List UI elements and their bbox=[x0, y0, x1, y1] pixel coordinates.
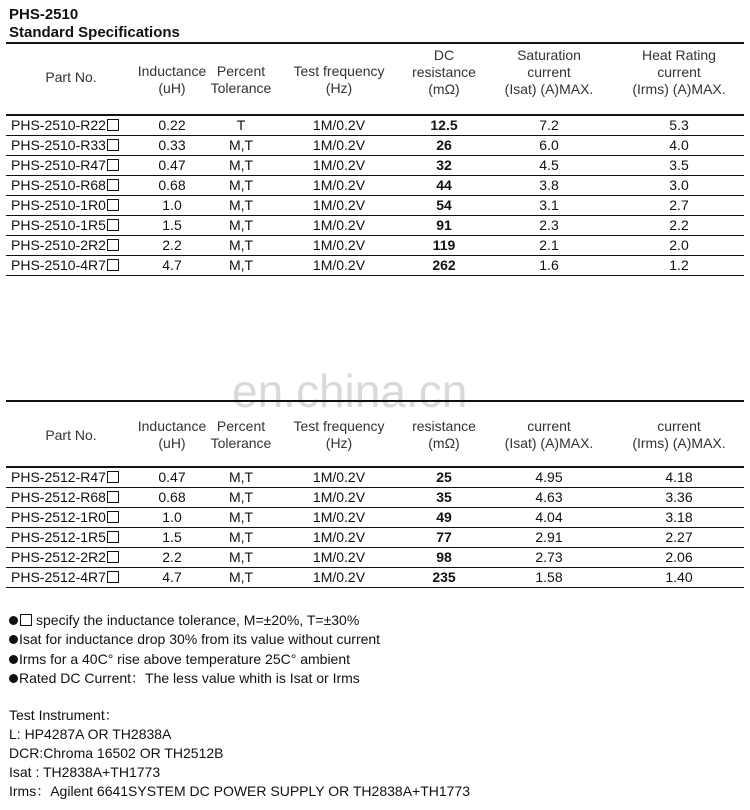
tolerance-placeholder-box bbox=[107, 259, 119, 271]
table-row bbox=[6, 548, 744, 568]
header-line: Inductance bbox=[137, 418, 207, 434]
cell-value: 3.18 bbox=[665, 509, 693, 525]
cell-value: M,T bbox=[228, 569, 254, 585]
header-line: Tolerance bbox=[210, 435, 272, 451]
cell-part-number bbox=[11, 529, 119, 546]
cell-value: 119 bbox=[432, 237, 456, 253]
header-inductance bbox=[136, 418, 208, 452]
cell-dc-resistance bbox=[404, 569, 484, 586]
cell-value: 1.0 bbox=[162, 509, 182, 525]
cell-tolerance bbox=[208, 117, 274, 134]
cell-value: PHS-2510-4R7 bbox=[11, 257, 106, 273]
table-row bbox=[6, 528, 744, 548]
cell-value: PHS-2510-1R5 bbox=[11, 217, 106, 233]
cell-test-frequency bbox=[274, 157, 404, 174]
header-line: (Hz) bbox=[325, 80, 353, 96]
cell-value: 1M/0.2V bbox=[312, 117, 366, 133]
header-inductance bbox=[136, 63, 208, 97]
header-line: resistance bbox=[412, 418, 476, 434]
header-line: current bbox=[657, 64, 701, 80]
cell-value: 1M/0.2V bbox=[312, 549, 366, 565]
cell-value: 2.1 bbox=[539, 237, 559, 253]
cell-value: 91 bbox=[436, 217, 452, 233]
cell-tolerance bbox=[208, 137, 274, 154]
cell-dc-resistance bbox=[404, 509, 484, 526]
cell-inductance bbox=[136, 257, 208, 274]
cell-value: 2.0 bbox=[669, 237, 689, 253]
cell-value: PHS-2512-2R2 bbox=[11, 549, 106, 565]
cell-value: 4.18 bbox=[665, 469, 693, 485]
cell-inductance bbox=[136, 237, 208, 254]
cell-value: 2.73 bbox=[535, 549, 563, 565]
header-line: Part No. bbox=[45, 427, 97, 443]
cell-value: 4.0 bbox=[669, 137, 689, 153]
cell-test-frequency bbox=[274, 569, 404, 586]
cell-tolerance bbox=[208, 177, 274, 194]
table-row bbox=[6, 136, 744, 156]
cell-heat-rating-current bbox=[614, 549, 744, 566]
header-test-frequency bbox=[274, 63, 404, 97]
cell-inductance bbox=[136, 469, 208, 486]
cell-value: 1M/0.2V bbox=[312, 217, 366, 233]
cell-value: 1M/0.2V bbox=[312, 569, 366, 585]
notes-list bbox=[9, 611, 380, 688]
tolerance-placeholder-box bbox=[107, 551, 119, 563]
cell-dc-resistance bbox=[404, 117, 484, 134]
cell-value: 2.27 bbox=[665, 529, 693, 545]
table-row bbox=[6, 508, 744, 528]
cell-heat-rating-current bbox=[614, 117, 744, 134]
cell-inductance bbox=[136, 549, 208, 566]
cell-value: 77 bbox=[436, 529, 452, 545]
cell-value: M,T bbox=[228, 529, 254, 545]
tolerance-placeholder-box bbox=[20, 614, 32, 626]
header-line: (Irms) (A)MAX. bbox=[632, 81, 726, 97]
cell-part-number bbox=[11, 137, 119, 154]
instrument-line: Irms：Agilent 6641SYSTEM DC POWER SUPPLY OR TH2838A+TH1773 bbox=[9, 783, 471, 799]
watermark: en.china.cn bbox=[232, 365, 468, 417]
cell-inductance bbox=[136, 569, 208, 586]
tolerance-placeholder-box bbox=[107, 471, 119, 483]
cell-value: 1M/0.2V bbox=[312, 469, 366, 485]
cell-value: 1M/0.2V bbox=[312, 509, 366, 525]
cell-value: T bbox=[236, 117, 246, 133]
cell-value: PHS-2510-R33 bbox=[11, 137, 106, 153]
header-line: (Isat) (A)MAX. bbox=[504, 81, 594, 97]
cell-value: 3.0 bbox=[669, 177, 689, 193]
cell-value: 5.3 bbox=[669, 117, 689, 133]
cell-dc-resistance bbox=[404, 489, 484, 506]
header-line: Test frequency bbox=[293, 63, 385, 79]
header-line: (uH) bbox=[158, 80, 186, 96]
cell-value: 98 bbox=[436, 549, 452, 565]
table-header bbox=[6, 42, 744, 114]
cell-value: PHS-2510-R47 bbox=[11, 157, 106, 173]
cell-value: 1.5 bbox=[162, 529, 182, 545]
header-heat-rating-current bbox=[614, 418, 744, 452]
cell-heat-rating-current bbox=[614, 469, 744, 486]
tolerance-placeholder-box bbox=[107, 511, 119, 523]
cell-value: 2.3 bbox=[539, 217, 559, 233]
tolerance-placeholder-box bbox=[107, 199, 119, 211]
cell-dc-resistance bbox=[404, 157, 484, 174]
cell-value: 7.2 bbox=[539, 117, 559, 133]
cell-dc-resistance bbox=[404, 177, 484, 194]
cell-value: PHS-2510-2R2 bbox=[11, 237, 106, 253]
cell-saturation-current bbox=[484, 177, 614, 194]
cell-value: 0.68 bbox=[158, 489, 186, 505]
cell-value: 2.2 bbox=[162, 549, 182, 565]
cell-value: 0.47 bbox=[158, 157, 186, 173]
cell-value: 3.5 bbox=[669, 157, 689, 173]
cell-part-number bbox=[11, 509, 119, 526]
header-line: DC bbox=[433, 47, 455, 63]
test-instrument-list bbox=[9, 706, 470, 801]
cell-value: M,T bbox=[228, 237, 254, 253]
header-part-number bbox=[6, 69, 136, 86]
cell-test-frequency bbox=[274, 509, 404, 526]
cell-heat-rating-current bbox=[614, 137, 744, 154]
tolerance-placeholder-box bbox=[107, 571, 119, 583]
cell-value: PHS-2510-R68 bbox=[11, 177, 106, 193]
cell-value: 1M/0.2V bbox=[312, 529, 366, 545]
cell-value: PHS-2512-1R0 bbox=[11, 509, 106, 525]
cell-dc-resistance bbox=[404, 197, 484, 214]
cell-part-number bbox=[11, 197, 119, 214]
cell-heat-rating-current bbox=[614, 197, 744, 214]
cell-value: 2.7 bbox=[669, 197, 689, 213]
cell-value: 1M/0.2V bbox=[312, 489, 366, 505]
cell-value: 4.5 bbox=[539, 157, 559, 173]
cell-saturation-current bbox=[484, 569, 614, 586]
cell-part-number bbox=[11, 177, 119, 194]
cell-heat-rating-current bbox=[614, 509, 744, 526]
header-line: (mΩ) bbox=[428, 81, 460, 97]
cell-value: 35 bbox=[436, 489, 452, 505]
header-line: Heat Rating bbox=[642, 47, 716, 63]
note-text: Isat for inductance drop 30% from its value without current bbox=[19, 631, 381, 648]
tolerance-placeholder-box bbox=[107, 531, 119, 543]
cell-value: M,T bbox=[228, 489, 254, 505]
note-item bbox=[9, 611, 380, 630]
cell-value: 1.58 bbox=[535, 569, 563, 585]
header-line: Percent bbox=[216, 63, 266, 79]
note-text: Irms for a 40C° rise above temperature 25C° ambient bbox=[19, 650, 351, 667]
cell-saturation-current bbox=[484, 237, 614, 254]
cell-value: 1M/0.2V bbox=[312, 177, 366, 193]
cell-value: 3.1 bbox=[539, 197, 559, 213]
cell-test-frequency bbox=[274, 217, 404, 234]
header-line: Percent bbox=[216, 418, 266, 434]
note-item bbox=[9, 669, 380, 688]
table-row bbox=[6, 216, 744, 236]
cell-tolerance bbox=[208, 549, 274, 566]
cell-inductance bbox=[136, 217, 208, 234]
spec-table-2510 bbox=[6, 42, 744, 276]
cell-value: 262 bbox=[432, 257, 456, 273]
bullet-icon bbox=[9, 616, 18, 625]
cell-dc-resistance bbox=[404, 469, 484, 486]
header-saturation-current bbox=[484, 47, 614, 98]
note-item bbox=[9, 650, 380, 669]
header-line: current bbox=[527, 418, 571, 434]
cell-value: M,T bbox=[228, 257, 254, 273]
cell-value: 1.0 bbox=[162, 197, 182, 213]
header-dc-resistance bbox=[404, 47, 484, 98]
tolerance-placeholder-box bbox=[107, 139, 119, 151]
cell-value: 54 bbox=[436, 197, 452, 213]
cell-part-number bbox=[11, 489, 119, 506]
cell-dc-resistance bbox=[404, 257, 484, 274]
table-row bbox=[6, 468, 744, 488]
cell-value: 3.8 bbox=[539, 177, 559, 193]
table-row bbox=[6, 236, 744, 256]
header-line: (Hz) bbox=[325, 435, 353, 451]
cell-value: M,T bbox=[228, 137, 254, 153]
cell-saturation-current bbox=[484, 257, 614, 274]
cell-heat-rating-current bbox=[614, 177, 744, 194]
cell-saturation-current bbox=[484, 469, 614, 486]
cell-part-number bbox=[11, 217, 119, 234]
cell-value: 2.2 bbox=[162, 237, 182, 253]
cell-value: 1.2 bbox=[669, 257, 689, 273]
cell-saturation-current bbox=[484, 137, 614, 154]
cell-heat-rating-current bbox=[614, 157, 744, 174]
cell-tolerance bbox=[208, 509, 274, 526]
cell-value: PHS-2512-R47 bbox=[11, 469, 106, 485]
tolerance-placeholder-box bbox=[107, 179, 119, 191]
tolerance-placeholder-box bbox=[107, 239, 119, 251]
cell-value: 1M/0.2V bbox=[312, 137, 366, 153]
bullet-icon bbox=[9, 674, 18, 683]
cell-value: 1.40 bbox=[665, 569, 693, 585]
cell-dc-resistance bbox=[404, 529, 484, 546]
cell-value: 49 bbox=[436, 509, 452, 525]
cell-test-frequency bbox=[274, 237, 404, 254]
header-line: Tolerance bbox=[210, 80, 272, 96]
cell-test-frequency bbox=[274, 117, 404, 134]
cell-value: 1.5 bbox=[162, 217, 182, 233]
cell-tolerance bbox=[208, 157, 274, 174]
cell-value: M,T bbox=[228, 509, 254, 525]
cell-part-number bbox=[11, 569, 119, 586]
cell-dc-resistance bbox=[404, 137, 484, 154]
instrument-line: L: HP4287A OR TH2838A bbox=[9, 726, 172, 742]
document-title: PHS-2510 bbox=[9, 6, 79, 23]
cell-value: 4.7 bbox=[162, 569, 182, 585]
table-header bbox=[6, 400, 744, 466]
cell-saturation-current bbox=[484, 549, 614, 566]
cell-inductance bbox=[136, 509, 208, 526]
cell-value: PHS-2510-1R0 bbox=[11, 197, 106, 213]
header-tolerance bbox=[208, 63, 274, 97]
cell-value: PHS-2512-1R5 bbox=[11, 529, 106, 545]
cell-value: 25 bbox=[436, 469, 452, 485]
cell-value: M,T bbox=[228, 197, 254, 213]
note-text: specify the inductance tolerance, M=±20%, T=±30% bbox=[36, 612, 360, 628]
cell-value: 2.06 bbox=[665, 549, 693, 565]
cell-test-frequency bbox=[274, 489, 404, 506]
cell-inductance bbox=[136, 117, 208, 134]
cell-value: 1.6 bbox=[539, 257, 559, 273]
table-row bbox=[6, 176, 744, 196]
table-row bbox=[6, 568, 744, 588]
cell-value: 4.04 bbox=[535, 509, 563, 525]
cell-value: 2.2 bbox=[669, 217, 689, 233]
header-line: current bbox=[657, 418, 701, 434]
cell-part-number bbox=[11, 469, 119, 486]
cell-saturation-current bbox=[484, 509, 614, 526]
cell-saturation-current bbox=[484, 117, 614, 134]
tolerance-placeholder-box bbox=[107, 219, 119, 231]
header-line: (Irms) (A)MAX. bbox=[632, 435, 726, 451]
cell-test-frequency bbox=[274, 469, 404, 486]
cell-value: 4.7 bbox=[162, 257, 182, 273]
cell-tolerance bbox=[208, 469, 274, 486]
cell-value: 3.36 bbox=[665, 489, 693, 505]
spec-table-2512 bbox=[6, 400, 744, 588]
instrument-line: Isat : TH2838A+TH1773 bbox=[9, 764, 161, 780]
cell-value: 12.5 bbox=[430, 117, 458, 133]
header-heat-rating-current bbox=[614, 47, 744, 98]
cell-value: 1M/0.2V bbox=[312, 237, 366, 253]
cell-inductance bbox=[136, 177, 208, 194]
cell-value: M,T bbox=[228, 217, 254, 233]
cell-value: M,T bbox=[228, 469, 254, 485]
cell-part-number bbox=[11, 117, 119, 134]
table-row bbox=[6, 156, 744, 176]
header-line: Inductance bbox=[137, 63, 207, 79]
cell-value: 32 bbox=[436, 157, 452, 173]
tolerance-placeholder-box bbox=[107, 119, 119, 131]
cell-saturation-current bbox=[484, 529, 614, 546]
cell-heat-rating-current bbox=[614, 569, 744, 586]
cell-tolerance bbox=[208, 529, 274, 546]
cell-value: 44 bbox=[436, 177, 452, 193]
cell-test-frequency bbox=[274, 257, 404, 274]
cell-part-number bbox=[11, 257, 119, 274]
tolerance-placeholder-box bbox=[107, 491, 119, 503]
note-item bbox=[9, 630, 380, 649]
cell-test-frequency bbox=[274, 529, 404, 546]
cell-inductance bbox=[136, 137, 208, 154]
cell-tolerance bbox=[208, 237, 274, 254]
cell-inductance bbox=[136, 197, 208, 214]
table-row bbox=[6, 488, 744, 508]
cell-saturation-current bbox=[484, 217, 614, 234]
cell-test-frequency bbox=[274, 197, 404, 214]
cell-test-frequency bbox=[274, 137, 404, 154]
cell-inductance bbox=[136, 489, 208, 506]
cell-value: PHS-2510-R22 bbox=[11, 117, 106, 133]
cell-value: M,T bbox=[228, 177, 254, 193]
cell-value: 1M/0.2V bbox=[312, 197, 366, 213]
header-line: Test frequency bbox=[293, 418, 385, 434]
cell-value: 0.22 bbox=[158, 117, 186, 133]
cell-test-frequency bbox=[274, 549, 404, 566]
cell-tolerance bbox=[208, 197, 274, 214]
header-test-frequency bbox=[274, 418, 404, 452]
note-text: Rated DC Current：The less value whith is Isat or Irms bbox=[19, 669, 360, 686]
cell-value: M,T bbox=[228, 157, 254, 173]
table-row bbox=[6, 116, 744, 136]
header-part-number bbox=[6, 427, 136, 444]
cell-value: 2.91 bbox=[535, 529, 563, 545]
cell-value: PHS-2512-R68 bbox=[11, 489, 106, 505]
tolerance-placeholder-box bbox=[107, 159, 119, 171]
cell-tolerance bbox=[208, 489, 274, 506]
cell-value: M,T bbox=[228, 549, 254, 565]
cell-value: 1M/0.2V bbox=[312, 157, 366, 173]
cell-value: 1M/0.2V bbox=[312, 257, 366, 273]
instrument-line: Test Instrument： bbox=[9, 707, 119, 723]
cell-dc-resistance bbox=[404, 549, 484, 566]
cell-heat-rating-current bbox=[614, 237, 744, 254]
cell-part-number bbox=[11, 237, 119, 254]
cell-value: 0.33 bbox=[158, 137, 186, 153]
header-line: Part No. bbox=[45, 69, 97, 85]
cell-value: PHS-2512-4R7 bbox=[11, 569, 106, 585]
cell-dc-resistance bbox=[404, 237, 484, 254]
cell-test-frequency bbox=[274, 177, 404, 194]
cell-dc-resistance bbox=[404, 217, 484, 234]
cell-part-number bbox=[11, 157, 119, 174]
header-dc-resistance bbox=[404, 418, 484, 452]
header-line: resistance bbox=[412, 64, 476, 80]
cell-saturation-current bbox=[484, 489, 614, 506]
cell-inductance bbox=[136, 157, 208, 174]
instrument-line: DCR:Chroma 16502 OR TH2512B bbox=[9, 745, 224, 761]
header-tolerance bbox=[208, 418, 274, 452]
cell-value: 4.63 bbox=[535, 489, 563, 505]
cell-saturation-current bbox=[484, 157, 614, 174]
cell-heat-rating-current bbox=[614, 217, 744, 234]
cell-value: 0.47 bbox=[158, 469, 186, 485]
cell-heat-rating-current bbox=[614, 489, 744, 506]
document-subtitle: Standard Specifications bbox=[9, 24, 180, 41]
cell-value: 0.68 bbox=[158, 177, 186, 193]
cell-tolerance bbox=[208, 257, 274, 274]
bullet-icon bbox=[9, 635, 18, 644]
table-row bbox=[6, 196, 744, 216]
header-line: current bbox=[527, 64, 571, 80]
header-line: (mΩ) bbox=[428, 435, 460, 451]
header-line: (uH) bbox=[158, 435, 186, 451]
cell-tolerance bbox=[208, 569, 274, 586]
cell-saturation-current bbox=[484, 197, 614, 214]
header-saturation-current bbox=[484, 418, 614, 452]
cell-part-number bbox=[11, 549, 119, 566]
header-line: (Isat) (A)MAX. bbox=[504, 435, 594, 451]
cell-value: 4.95 bbox=[535, 469, 563, 485]
table-row bbox=[6, 256, 744, 276]
cell-inductance bbox=[136, 529, 208, 546]
cell-value: 6.0 bbox=[539, 137, 559, 153]
cell-heat-rating-current bbox=[614, 529, 744, 546]
cell-tolerance bbox=[208, 217, 274, 234]
cell-heat-rating-current bbox=[614, 257, 744, 274]
header-line: Saturation bbox=[517, 47, 581, 63]
bullet-icon bbox=[9, 655, 18, 664]
cell-value: 235 bbox=[432, 569, 456, 585]
cell-value: 26 bbox=[436, 137, 452, 153]
